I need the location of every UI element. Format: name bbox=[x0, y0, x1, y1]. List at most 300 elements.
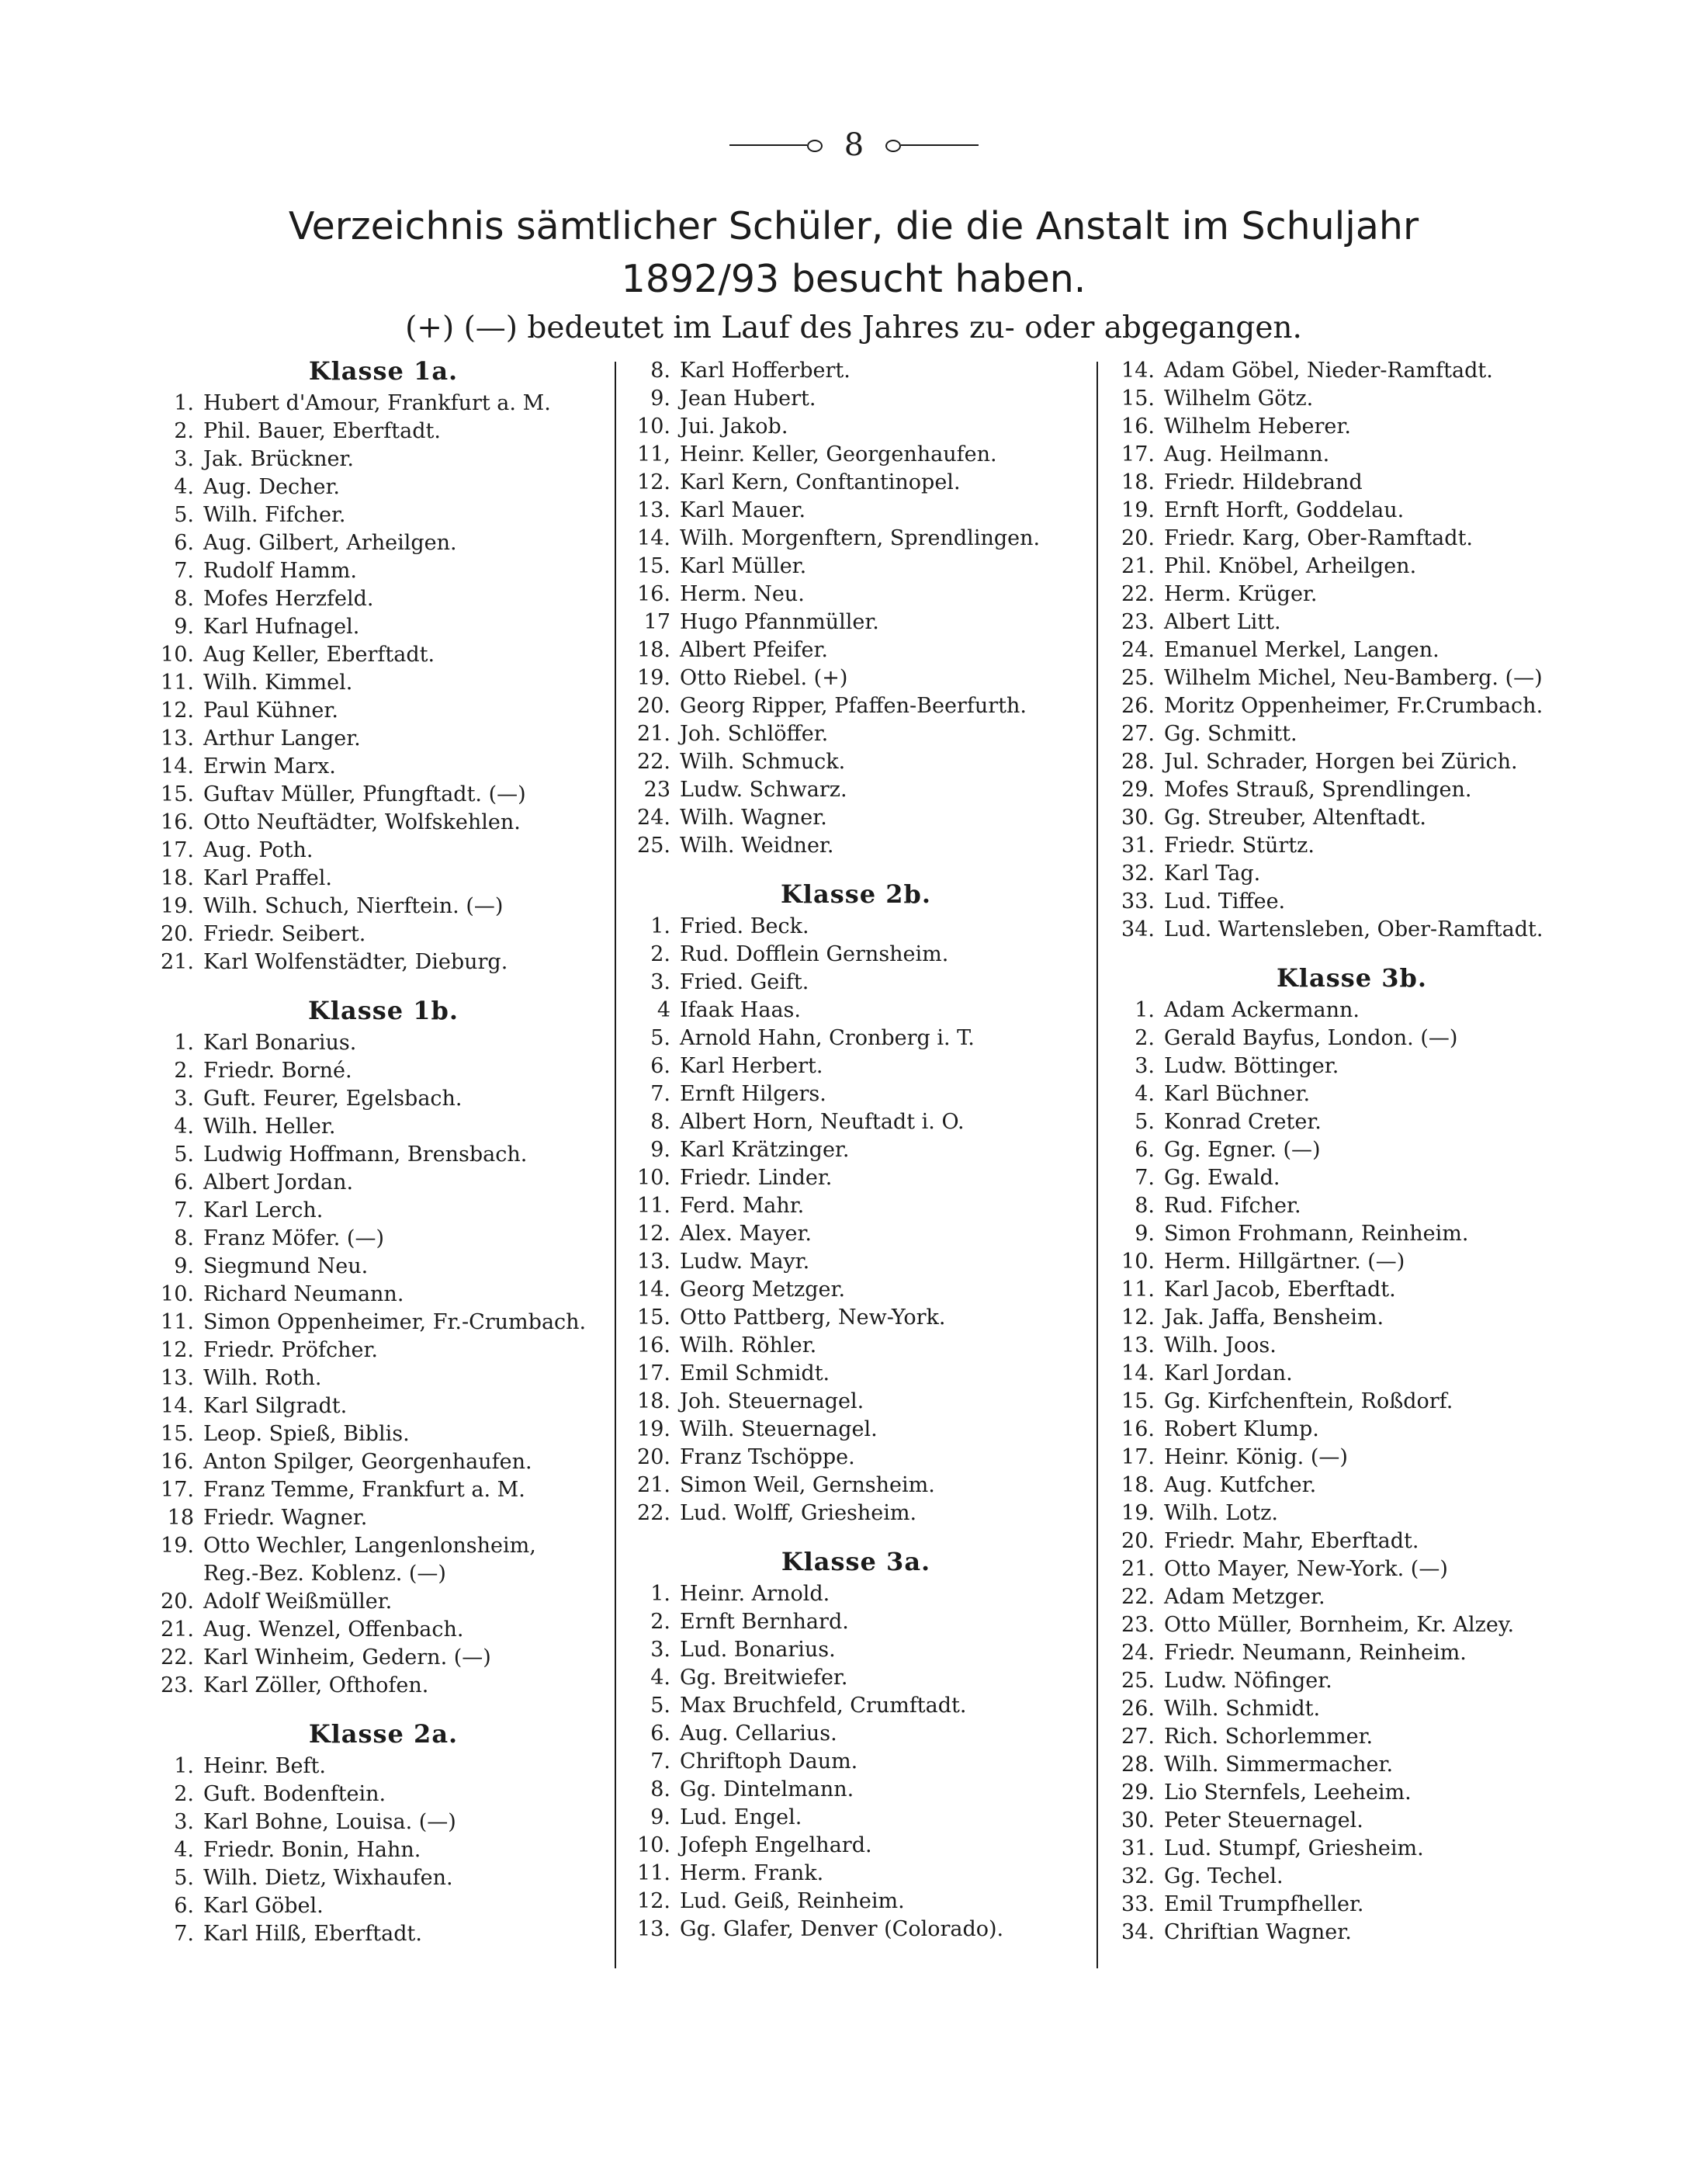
student-number: 3. bbox=[1135, 1054, 1155, 1078]
student-entry bbox=[627, 441, 1085, 469]
student-entry bbox=[1111, 1639, 1592, 1667]
student-number: 19. bbox=[637, 1417, 670, 1441]
student-name: Lud. Bonarius. bbox=[680, 1638, 836, 1662]
student-entry bbox=[1111, 804, 1592, 832]
student-name: Heinr. Keller, Georgenhaufen. bbox=[680, 442, 997, 466]
student-name: Karl Müller. bbox=[680, 554, 807, 578]
student-name: Erwin Marx. bbox=[203, 754, 336, 778]
student-name: Wilh. Weidner. bbox=[680, 834, 834, 858]
student-name: Otto Mayer, New-York. (—) bbox=[1164, 1557, 1448, 1581]
student-entry bbox=[627, 497, 1085, 525]
student-number: 6. bbox=[1135, 1138, 1155, 1162]
title-line-2: 1892/93 besucht haben. bbox=[621, 257, 1086, 301]
student-number: 4 bbox=[657, 998, 670, 1022]
student-entry bbox=[1111, 1751, 1592, 1779]
student-name: Mofes Herzfeld. bbox=[203, 587, 374, 611]
student-entry bbox=[1111, 1248, 1592, 1276]
student-name: Karl Bohne, Louisa. (—) bbox=[203, 1810, 456, 1834]
student-number: 18. bbox=[161, 866, 194, 890]
student-name: Otto Pattberg, New-York. bbox=[680, 1305, 946, 1330]
student-name: Ernft Bernhard. bbox=[680, 1610, 849, 1634]
student-entry bbox=[627, 1664, 1085, 1692]
student-name: Karl Bonarius. bbox=[203, 1031, 357, 1055]
student-number: 6. bbox=[174, 531, 194, 555]
student-name: Franz Möfer. (—) bbox=[203, 1226, 384, 1250]
student-name: Karl Büchner. bbox=[1164, 1082, 1311, 1106]
student-entry bbox=[627, 1276, 1085, 1304]
student-name: Aug. Gilbert, Arheilgen. bbox=[203, 531, 457, 555]
student-entry bbox=[151, 1588, 616, 1616]
student-number: 8. bbox=[650, 359, 670, 383]
student-name: Albert Litt. bbox=[1164, 610, 1281, 634]
student-name: Herm. Hillgärtner. (—) bbox=[1164, 1250, 1405, 1274]
student-entry bbox=[151, 809, 616, 837]
student-name: Siegmund Neu. bbox=[203, 1254, 369, 1278]
student-number: 8. bbox=[1135, 1194, 1155, 1218]
student-number: 9. bbox=[650, 1138, 670, 1162]
student-name: Lud. Geiß, Reinheim. bbox=[680, 1889, 905, 1913]
student-name: Wilh. Simmermacher. bbox=[1164, 1753, 1394, 1777]
student-entry bbox=[627, 1164, 1085, 1192]
student-entry bbox=[151, 1225, 616, 1253]
student-name: Jofeph Engelhard. bbox=[680, 1833, 872, 1857]
student-name: Ludwig Hoffmann, Brensbach. bbox=[203, 1142, 528, 1167]
student-number: 24. bbox=[1121, 638, 1155, 662]
student-name: Albert Horn, Neuftadt i. O. bbox=[680, 1110, 965, 1134]
student-number: 4. bbox=[174, 1115, 194, 1139]
student-name: Karl Kern, Conftantinopel. bbox=[680, 470, 961, 494]
student-entry bbox=[151, 1197, 616, 1225]
student-entry bbox=[1111, 1695, 1592, 1723]
student-entry bbox=[627, 832, 1085, 860]
student-entry bbox=[627, 804, 1085, 832]
legend-note: (+) (—) bedeutet im Lauf des Jahres zu- oder abgegangen. bbox=[405, 310, 1302, 345]
student-entry bbox=[627, 1888, 1085, 1916]
student-name: Paul Kühner. bbox=[203, 699, 338, 723]
student-entry bbox=[627, 1388, 1085, 1416]
student-number: 17. bbox=[161, 838, 194, 862]
student-number: 23. bbox=[161, 1673, 194, 1697]
student-entry bbox=[1111, 1723, 1592, 1751]
student-entry bbox=[151, 948, 616, 976]
class-heading: Klasse 3a. bbox=[781, 1547, 931, 1576]
student-number: 10. bbox=[637, 1166, 670, 1190]
student-name: Wilh. Dietz, Wixhaufen. bbox=[203, 1866, 453, 1890]
class-heading: Klasse 3b. bbox=[1276, 963, 1427, 993]
student-entry bbox=[151, 473, 616, 501]
student-number: 34. bbox=[1121, 1920, 1155, 1944]
student-entry bbox=[1111, 1667, 1592, 1695]
student-name: Jean Hubert. bbox=[680, 387, 816, 411]
student-name: Karl Jacob, Eberftadt. bbox=[1164, 1278, 1396, 1302]
student-name: Karl Wolfenstädter, Dieburg. bbox=[203, 950, 508, 974]
student-name: Rud. Fifcher. bbox=[1164, 1194, 1301, 1218]
student-name: Friedr. Karg, Ober-Ramftadt. bbox=[1164, 526, 1473, 550]
student-number: 11, bbox=[637, 442, 670, 466]
student-entry bbox=[1111, 1472, 1592, 1500]
student-entry bbox=[1111, 1304, 1592, 1332]
student-name: Gerald Bayfus, London. (—) bbox=[1164, 1026, 1458, 1050]
student-number: 14. bbox=[1121, 1361, 1155, 1385]
student-name: Rudolf Hamm. bbox=[203, 559, 357, 583]
student-name: Gg. Kirfchenftein, Roßdorf. bbox=[1164, 1389, 1453, 1413]
student-entry bbox=[627, 1052, 1085, 1080]
student-name: Franz Temme, Frankfurt a. M. bbox=[203, 1478, 525, 1502]
student-entry bbox=[627, 1692, 1085, 1720]
student-name: Otto Müller, Bornheim, Kr. Alzey. bbox=[1164, 1613, 1515, 1637]
student-number: 19. bbox=[1121, 498, 1155, 522]
section-spacer bbox=[627, 860, 1085, 880]
student-number: 1. bbox=[174, 1031, 194, 1055]
student-entry bbox=[627, 1720, 1085, 1748]
student-name: Wilh. Schuch, Nierftein. (—) bbox=[203, 894, 504, 918]
student-number: 25. bbox=[1121, 666, 1155, 690]
student-entry bbox=[151, 1672, 616, 1700]
student-entry bbox=[1111, 1891, 1592, 1919]
student-name: Friedr. Mahr, Eberftadt. bbox=[1164, 1529, 1419, 1553]
student-number: 34. bbox=[1121, 917, 1155, 941]
student-entry bbox=[151, 1420, 616, 1448]
student-number: 12. bbox=[637, 1222, 670, 1246]
student-entry bbox=[1111, 1360, 1592, 1388]
student-entry bbox=[1111, 357, 1592, 385]
student-entry bbox=[1111, 1276, 1592, 1304]
student-name: Adolf Weißmüller. bbox=[203, 1590, 393, 1614]
student-number: 14. bbox=[1121, 359, 1155, 383]
student-name: Karl Lerch. bbox=[203, 1198, 324, 1222]
student-entry bbox=[151, 1309, 616, 1337]
student-entry bbox=[151, 1864, 616, 1892]
student-name: Aug. Decher. bbox=[203, 475, 340, 499]
student-number: 17. bbox=[161, 1478, 194, 1502]
student-name: Lud. Tiffee. bbox=[1164, 889, 1286, 914]
student-number: 12. bbox=[637, 1889, 670, 1913]
student-number: 17 bbox=[643, 610, 670, 634]
student-entry bbox=[627, 1416, 1085, 1444]
student-entry bbox=[627, 776, 1085, 804]
student-name: Simon Weil, Gernsheim. bbox=[680, 1473, 935, 1497]
student-number: 27. bbox=[1121, 1725, 1155, 1749]
student-entry bbox=[1111, 720, 1592, 748]
student-name: Friedr. Wagner. bbox=[203, 1506, 368, 1530]
student-name: Lud. Wartensleben, Ober-Ramftadt. bbox=[1164, 917, 1543, 941]
student-name: Gg. Dintelmann. bbox=[680, 1777, 854, 1801]
student-entry bbox=[151, 1780, 616, 1808]
student-name: Rud. Dofflein Gernsheim. bbox=[680, 942, 949, 966]
student-entry bbox=[627, 1636, 1085, 1664]
student-number: 20. bbox=[1121, 526, 1155, 550]
student-name: Albert Jordan. bbox=[203, 1170, 354, 1194]
student-name: Simon Oppenheimer, Fr.-Crumbach. bbox=[203, 1310, 587, 1334]
student-entry bbox=[151, 1281, 616, 1309]
student-name: Karl Silgradt. bbox=[203, 1394, 348, 1418]
student-number: 8. bbox=[174, 587, 194, 611]
student-name: Wilh. Kimmel. bbox=[203, 671, 353, 695]
student-number: 32. bbox=[1121, 862, 1155, 886]
student-entry bbox=[151, 697, 616, 725]
student-name: Aug. Kutfcher. bbox=[1164, 1473, 1317, 1497]
student-number: 2. bbox=[174, 1782, 194, 1806]
student-name: Wilhelm Heberer. bbox=[1164, 414, 1351, 439]
student-number: 8. bbox=[650, 1110, 670, 1134]
student-name: Friedr. Borné. bbox=[203, 1059, 352, 1083]
student-name: Otto Riebel. (+) bbox=[680, 666, 848, 690]
student-name: Karl Hilß, Eberftadt. bbox=[203, 1922, 422, 1946]
student-number: 5. bbox=[174, 1866, 194, 1890]
student-entry bbox=[1111, 1080, 1592, 1108]
student-entry bbox=[151, 1253, 616, 1281]
student-entry bbox=[1111, 1136, 1592, 1164]
student-number: 26. bbox=[1121, 694, 1155, 718]
student-entry bbox=[1111, 692, 1592, 720]
student-entry bbox=[151, 1169, 616, 1197]
student-number: 9. bbox=[1135, 1222, 1155, 1246]
student-number: 7. bbox=[1135, 1166, 1155, 1190]
student-number: 21. bbox=[161, 950, 194, 974]
column-2 bbox=[627, 357, 1085, 1943]
student-name: Gg. Ewald. bbox=[1164, 1166, 1280, 1190]
student-number: 20. bbox=[1121, 1529, 1155, 1553]
student-name: Lud. Wolff, Griesheim. bbox=[680, 1501, 917, 1525]
student-entry bbox=[627, 385, 1085, 413]
student-number: 2. bbox=[650, 1610, 670, 1634]
student-number: 2. bbox=[650, 942, 670, 966]
student-entry bbox=[1111, 1332, 1592, 1360]
student-number: 18. bbox=[637, 1389, 670, 1413]
student-number: 3. bbox=[174, 1087, 194, 1111]
student-number: 11. bbox=[637, 1194, 670, 1218]
student-entry bbox=[1111, 1583, 1592, 1611]
student-name: Gg. Egner. (—) bbox=[1164, 1138, 1321, 1162]
student-entry bbox=[151, 1029, 616, 1057]
title-line-1: Verzeichnis sämtlicher Schüler, die die Anstalt im Schuljahr bbox=[288, 204, 1419, 248]
student-entry bbox=[151, 529, 616, 557]
student-entry bbox=[151, 446, 616, 473]
student-entry bbox=[1111, 916, 1592, 944]
student-number: 19. bbox=[637, 666, 670, 690]
section-spacer bbox=[151, 1700, 616, 1720]
student-number: 3. bbox=[174, 447, 194, 471]
student-name: Adam Metzger. bbox=[1164, 1585, 1325, 1609]
student-entry bbox=[1111, 385, 1592, 413]
student-number: 31. bbox=[1121, 834, 1155, 858]
student-entry bbox=[151, 557, 616, 585]
student-number: 16. bbox=[637, 582, 670, 606]
student-entry bbox=[1111, 636, 1592, 664]
student-name: Friedr. Stürtz. bbox=[1164, 834, 1315, 858]
student-name: Gg. Breitwiefer. bbox=[680, 1666, 848, 1690]
student-name: Emil Schmidt. bbox=[680, 1361, 830, 1385]
student-number: 5. bbox=[650, 1694, 670, 1718]
student-number: 18. bbox=[1121, 1473, 1155, 1497]
student-name: Heinr. Arnold. bbox=[680, 1582, 830, 1606]
student-number: 12. bbox=[161, 1338, 194, 1362]
student-entry bbox=[627, 1192, 1085, 1220]
student-name: Alex. Mayer. bbox=[680, 1222, 812, 1246]
student-name: Karl Herbert. bbox=[680, 1054, 823, 1078]
student-number: 21. bbox=[161, 1617, 194, 1642]
student-number: 27. bbox=[1121, 722, 1155, 746]
student-entry bbox=[1111, 1611, 1592, 1639]
student-number: 5. bbox=[1135, 1110, 1155, 1134]
student-number: 19. bbox=[161, 894, 194, 918]
student-entry bbox=[627, 1580, 1085, 1608]
student-name: Reg.-Bez. Koblenz. (—) bbox=[203, 1562, 446, 1586]
student-name: Karl Praffel. bbox=[203, 866, 332, 890]
student-name: Karl Göbel. bbox=[203, 1894, 324, 1918]
student-number: 25. bbox=[1121, 1669, 1155, 1693]
student-name: Ernft Hilgers. bbox=[680, 1082, 826, 1106]
page-title bbox=[233, 200, 1474, 306]
student-name: Adam Göbel, Nieder-Ramftadt. bbox=[1164, 359, 1493, 383]
student-number: 22. bbox=[1121, 1585, 1155, 1609]
student-entry bbox=[1111, 1500, 1592, 1527]
student-number: 11. bbox=[161, 671, 194, 695]
student-name: Ludw. Schwarz. bbox=[680, 778, 847, 802]
student-entry bbox=[1111, 553, 1592, 581]
student-name: Emanuel Merkel, Langen. bbox=[1164, 638, 1440, 662]
student-entry bbox=[151, 1392, 616, 1420]
student-number: 1. bbox=[650, 914, 670, 938]
student-number: 15. bbox=[637, 1305, 670, 1330]
student-number: 24. bbox=[637, 806, 670, 830]
student-name: Karl Hufnagel. bbox=[203, 615, 360, 639]
student-entry bbox=[627, 1472, 1085, 1500]
student-number: 10. bbox=[161, 1282, 194, 1306]
student-entry bbox=[627, 1804, 1085, 1832]
student-name: Guft. Bodenftein. bbox=[203, 1782, 386, 1806]
student-entry bbox=[627, 553, 1085, 581]
student-entry bbox=[1111, 888, 1592, 916]
student-entry bbox=[627, 664, 1085, 692]
student-name: Konrad Creter. bbox=[1164, 1110, 1322, 1134]
student-number: 10. bbox=[637, 414, 670, 439]
student-number: 5. bbox=[650, 1026, 670, 1050]
student-name: Guftav Müller, Pfungftadt. (—) bbox=[203, 782, 526, 806]
student-entry bbox=[627, 1776, 1085, 1804]
student-entry bbox=[151, 1920, 616, 1948]
student-number: 13. bbox=[161, 1366, 194, 1390]
student-name: Mofes Strauß, Sprendlingen. bbox=[1164, 778, 1472, 802]
section-spacer bbox=[627, 1527, 1085, 1548]
student-number: 23. bbox=[1121, 1613, 1155, 1637]
student-name: Franz Tschöppe. bbox=[680, 1445, 855, 1469]
student-number: 21. bbox=[637, 1473, 670, 1497]
student-name: Otto Wechler, Langenlonsheim, bbox=[203, 1534, 536, 1558]
student-name: Lio Sternfels, Leeheim. bbox=[1164, 1780, 1412, 1805]
student-number: 7. bbox=[650, 1749, 670, 1774]
student-name: Emil Trumpfheller. bbox=[1164, 1892, 1364, 1916]
student-number: 20. bbox=[637, 1445, 670, 1469]
student-name: Herm. Frank. bbox=[680, 1861, 824, 1885]
student-name: Wilh. Heller. bbox=[203, 1115, 336, 1139]
student-number: 32. bbox=[1121, 1864, 1155, 1888]
student-number: 33. bbox=[1121, 1892, 1155, 1916]
student-name: Wilhelm Michel, Neu-Bamberg. (—) bbox=[1164, 666, 1543, 690]
student-name: Fried. Geift. bbox=[680, 970, 809, 994]
student-entry bbox=[151, 1504, 616, 1532]
student-name: Peter Steuernagel. bbox=[1164, 1808, 1363, 1832]
student-name: Aug. Cellarius. bbox=[680, 1722, 837, 1746]
student-number: 2. bbox=[1135, 1026, 1155, 1050]
student-name: Wilh. Joos. bbox=[1164, 1333, 1277, 1357]
student-name: Wilh. Schmidt. bbox=[1164, 1697, 1321, 1721]
student-entry bbox=[627, 692, 1085, 720]
student-number: 33. bbox=[1121, 889, 1155, 914]
student-number: 8. bbox=[650, 1777, 670, 1801]
student-name: Gg. Glafer, Denver (Colorado). bbox=[680, 1917, 1004, 1941]
student-number: 18. bbox=[637, 638, 670, 662]
student-entry bbox=[1111, 1444, 1592, 1472]
page-number bbox=[0, 126, 1708, 165]
class-heading: Klasse 2b. bbox=[780, 879, 931, 909]
student-entry bbox=[1111, 1052, 1592, 1080]
right-ornament bbox=[885, 140, 979, 151]
student-number: 20. bbox=[161, 922, 194, 946]
student-number: 9. bbox=[174, 1254, 194, 1278]
column-divider bbox=[1097, 362, 1098, 1968]
student-entry bbox=[151, 1337, 616, 1364]
student-number: 7. bbox=[174, 1198, 194, 1222]
student-name: Jak. Jaffa, Bensheim. bbox=[1164, 1305, 1384, 1330]
student-name: Friedr. Linder. bbox=[680, 1166, 833, 1190]
student-number: 10. bbox=[161, 643, 194, 667]
student-name: Jul. Schrader, Horgen bei Zürich. bbox=[1164, 750, 1518, 774]
student-entry bbox=[627, 748, 1085, 776]
student-entry bbox=[627, 1220, 1085, 1248]
student-number: 24. bbox=[1121, 1641, 1155, 1665]
student-name: Phil. Knöbel, Arheilgen. bbox=[1164, 554, 1417, 578]
student-number: 22. bbox=[637, 750, 670, 774]
student-name: Ernft Horft, Goddelau. bbox=[1164, 498, 1405, 522]
student-number: 12. bbox=[637, 470, 670, 494]
student-entry bbox=[627, 1748, 1085, 1776]
student-entry bbox=[627, 1136, 1085, 1164]
student-number: 4. bbox=[174, 1838, 194, 1862]
student-entry bbox=[151, 501, 616, 529]
student-name: Robert Klump. bbox=[1164, 1417, 1319, 1441]
student-entry bbox=[627, 913, 1085, 941]
student-entry bbox=[627, 1444, 1085, 1472]
student-number: 1. bbox=[650, 1582, 670, 1606]
student-entry bbox=[1111, 581, 1592, 609]
student-number: 13. bbox=[637, 1917, 670, 1941]
student-number: 6. bbox=[650, 1722, 670, 1746]
student-name: Ludw. Böttinger. bbox=[1164, 1054, 1339, 1078]
student-entry bbox=[151, 1085, 616, 1113]
student-number: 2. bbox=[174, 1059, 194, 1083]
student-number: 15. bbox=[1121, 387, 1155, 411]
student-name: Anton Spilger, Georgenhaufen. bbox=[203, 1450, 532, 1474]
student-entry bbox=[627, 581, 1085, 609]
student-entry bbox=[151, 1616, 616, 1644]
student-entry bbox=[1111, 525, 1592, 553]
student-entry bbox=[1111, 997, 1592, 1025]
student-entry bbox=[627, 525, 1085, 553]
student-name: Wilh. Morgenftern, Sprendlingen. bbox=[680, 526, 1041, 550]
student-number: 15. bbox=[161, 1422, 194, 1446]
student-entry bbox=[151, 1644, 616, 1672]
student-name: Friedr. Seibert. bbox=[203, 922, 366, 946]
student-name: Heinr. Beft. bbox=[203, 1754, 326, 1778]
student-entry bbox=[1111, 1779, 1592, 1807]
student-number: 1. bbox=[174, 391, 194, 415]
student-number: 3. bbox=[650, 1638, 670, 1662]
student-entry bbox=[1111, 748, 1592, 776]
student-number: 4. bbox=[650, 1666, 670, 1690]
student-number: 28. bbox=[1121, 750, 1155, 774]
student-name: Arthur Langer. bbox=[203, 726, 361, 751]
